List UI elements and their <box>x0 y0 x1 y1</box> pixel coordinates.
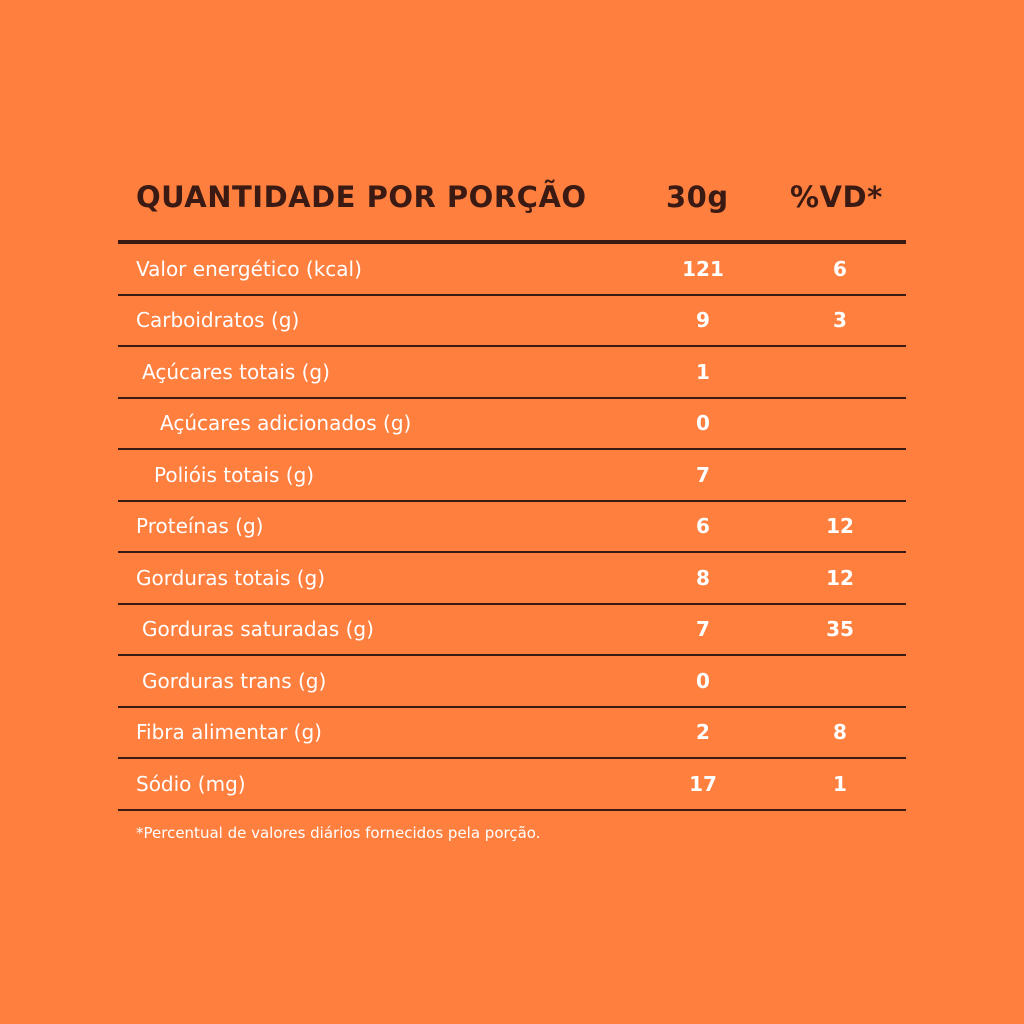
table-row <box>118 656 906 708</box>
table-header <box>118 172 906 244</box>
row-label: Fibra alimentar (g) <box>136 720 322 745</box>
row-value: 17 <box>689 771 717 796</box>
row-value: 121 <box>682 256 724 281</box>
row-value: 8 <box>696 565 710 590</box>
row-value: 0 <box>696 668 710 693</box>
row-vd: 6 <box>833 256 847 281</box>
table-row <box>118 605 906 657</box>
row-value: 7 <box>696 617 710 642</box>
row-vd: 1 <box>833 771 847 796</box>
row-label: Gorduras trans (g) <box>142 668 327 693</box>
header-portion: 30g <box>666 180 729 214</box>
table-row <box>118 553 906 605</box>
table-row <box>118 450 906 502</box>
table-row <box>118 502 906 554</box>
table-row <box>118 244 906 296</box>
row-vd: 3 <box>833 308 847 333</box>
row-label: Gorduras totais (g) <box>136 565 326 590</box>
table-row <box>118 399 906 451</box>
nutrition-table <box>118 172 906 811</box>
row-label: Polióis totais (g) <box>154 462 315 487</box>
row-value: 6 <box>696 514 710 539</box>
row-label: Sódio (mg) <box>136 771 246 796</box>
table-row <box>118 759 906 811</box>
row-vd: 12 <box>826 514 854 539</box>
row-value: 2 <box>696 720 710 745</box>
table-row <box>118 708 906 760</box>
row-label: Valor energético (kcal) <box>136 256 362 281</box>
row-value: 7 <box>696 462 710 487</box>
row-label: Açúcares totais (g) <box>142 359 330 384</box>
row-value: 9 <box>696 308 710 333</box>
row-value: 1 <box>696 359 710 384</box>
row-value: 0 <box>696 411 710 436</box>
row-vd: 35 <box>826 617 854 642</box>
table-row <box>118 347 906 399</box>
header-vd: %VD* <box>790 180 883 214</box>
header-title: QUANTIDADE POR PORÇÃO <box>136 180 587 214</box>
table-row <box>118 296 906 348</box>
row-vd: 12 <box>826 565 854 590</box>
footnote: *Percentual de valores diários fornecidos pela porção. <box>136 824 541 842</box>
row-label: Carboidratos (g) <box>136 308 300 333</box>
row-label: Proteínas (g) <box>136 514 264 539</box>
row-label: Açúcares adicionados (g) <box>160 411 412 436</box>
row-vd: 8 <box>833 720 847 745</box>
row-label: Gorduras saturadas (g) <box>142 617 374 642</box>
